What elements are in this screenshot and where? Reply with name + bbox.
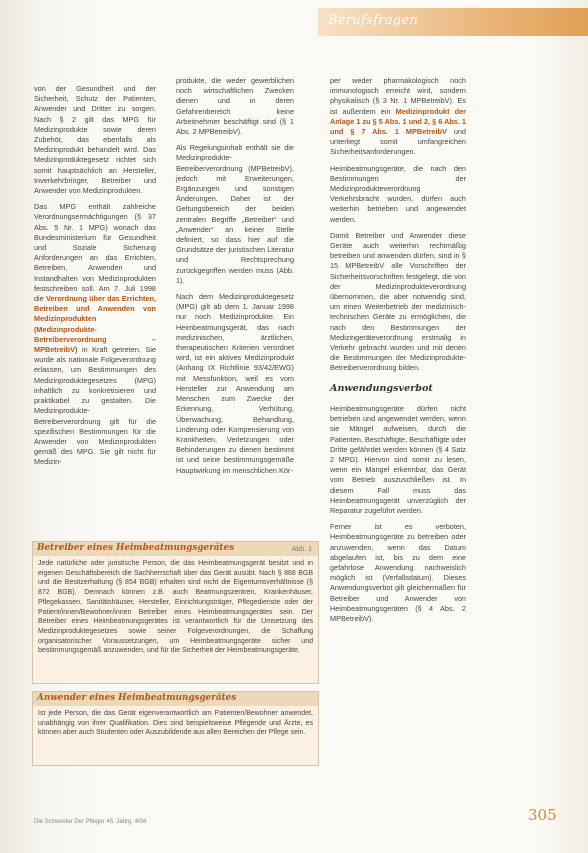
info-box-text: Jede natürliche oder juristische Person, die das Heimbeatmungsgerät besitzt und in eigenen Geschäftsbereich die Sachherrschaft über das Gerät ausübt. Nach § 868 BGB und die Besitzerhaltung (§ 854 BGB) erhalten sind nicht die Eigentumsverhältnisse (§ 872 BGB). Demnach können z.B. auch Beatmungszentren, Krankenhäuser, Pflegekassen, Sanitätshäuser, Hersteller, Einrichtungsträger, Pflegedienste oder der Patient/innen/Bewohner/innen Betreiber eines Heimbeatmungsgerätes sein. Der Betreiber eines Heimbeatmungsgerätes ist verantwortlich für die Umsetzung des Medizinproduktegesetzes sowie seiner Folgeverordnungen, die Schaffung organisatorischer Voraussetzungen, um Heimbeatmungsgeräte sicher und bestimmungsgemäß anzuwenden, und für die Sicherheit der Heimbeatmungsgeräte.: [38, 560, 313, 655]
section-tag: Berufsfragen: [328, 13, 419, 28]
paragraph-text: in Kraft getreten. Sie wurde als nationale Folgeverordnung erlassen, um Bestimmungen des Medizinproduktegesetzes (MPG) inhaltlich zu konkretisieren und praktikabel zu gestalten. Die Medizinprodukte-Betreiberverordnung gilt für die spezifischen Bestimmungen für die Anwender von Medizinprodukten gemäß des MPG. Sie gilt nicht für Medizin-: [34, 345, 156, 467]
highlighted-term: Medizinprodukt der Anlage 1 zu § 5 Abs. 1 und 2, § 6 Abs. 1 und § 7 Abs. 1 MPBetreibV: [330, 106, 466, 137]
info-box-header: [33, 692, 318, 706]
info-box-anwender: [32, 691, 319, 766]
info-box-title: Betreiber eines Heimbeatmungsgerätes: [37, 542, 235, 553]
paragraph: Heimbeatmungsgeräte, die nach den Bestimmungen der Medizinprodukteverordnung Verkehrsbracht wurden, dürfen auch weiterhin betrieben und angewendet werden.: [330, 163, 466, 224]
text-column-2: [176, 76, 294, 482]
paragraph: von der Gesundheit und der Sicherheit, Schutz der Patienten, Anwender und Dritter zu sorgen. Nach § 2 gilt das MPG für Medizinprodukte sowie deren Zubehör, das ebenfalls als Medizinprodukt behandelt wird. Das Medizinproduktegesetz richtet sich somit hauptsächlich an Hersteller, Inverkehrbringer, Betreiber und Anwender von Medizinprodukten.: [34, 84, 156, 196]
paragraph: [330, 76, 466, 158]
info-box-header: [33, 542, 318, 556]
page-number: 305: [528, 806, 557, 824]
paragraph: Heimbeatmungsgeräte dürfen nicht betrieben und angewendet werden, wenn sie Mängel aufweisen, durch die Patienten, Beschäftigte, Beschäftigte oder Dritte gefährdet werden können (§ 4 Satz 2 MPG). Hiervon sind somit zu lesen, wenn ein Mangel erkennbar, das Gerät vom Betrieb auszuschließen ist. In diesem Fall muss das Heimbeatmungsgerät unverzüglich der Reparatur zugeführt werden.: [330, 403, 466, 515]
paragraph-text: und unterliegt somit umfangreichen Sicherheitsanforderungen.: [330, 127, 466, 157]
paragraph: Ferner ist es verboten, Heimbeatmungsgeräte zu betreiben oder anzuwenden, wenn das Datum abgelaufen ist, bis zu dem eine gefahrlose Anwendung nachweislich möglich ist (Verfallsdatum). Dieses Anwendungsverbot gilt gleichermaßen für Betreiber und Anwender von Heimbeatmungsgeräten (§ 4 Abs. 2 MPBetreibV).: [330, 522, 466, 623]
paragraph-text: Das MPG enthält zahlreiche Verordnungsermächtigungen (§ 37 Abs. 5 Nr. 1 MPG) wonach das Bundesministerium für Gesundheit und Soziale Sicherung Anforderungen an das Errichten, Betreiben, Anwenden und Instandhalten von Medizinprodukten festschreiben soll. Am 7. Juli 1998 die: [34, 202, 156, 304]
info-box-text: Ist jede Person, die das Gerät eigenverantwortlich am Patienten/Bewohner anwendet, unabhängig von ihrer Qualifikation. Dies sind beispielsweise Pflegende und Ärzte, es können aber auch Studenten oder Auszubildende aus allen Bereichen der Pflege sein.: [38, 710, 313, 737]
paragraph: Damit Betreiber und Anwender diese Geräte auch weiterhin rechtmäßig betreiben und anwenden dürfen, sind in § 15 MPBetreibV alle Vorschriften der Sicherheitsvorschriften festgelegt, die von der Medizinprodukteverordnung übernommen, die aber notwendig sind, um einen Weiterbetrieb der medizinisch-technischen Geräte zu ermöglichen, die nach den Bestimmungen der Medizingeräteverordnung erstmalig in Verkehr gebracht wurden und mit denen die Bestimmungen der Medizinprodukte-Betreiberverordnung bilden.: [330, 230, 466, 373]
text-column-3: [330, 76, 466, 630]
text-column-1: [34, 84, 156, 474]
info-box-betreiber: [32, 541, 319, 684]
paragraph-text: per weder pharmakologisch noch immunologisch erreicht wird, sondern physikalisch (§ 3 Nr. 1 MPBetreibV). Es ist außerdem ein: [330, 76, 466, 116]
paragraph: produkte, die weder gewerblichen noch wirtschaftlichen Zwecken dienen und in deren Gefahrenbereich keine Arbeitnehmer beschäftigt sind (§ 1 Abs. 2 MPBetreibV).: [176, 76, 294, 137]
paragraph: [34, 202, 156, 467]
paragraph: Als Regelungsinhalt enthält sie die Medizinprodukte-Betreiberverordnung (MPBetreibV), jedoch mit Erweiterungen, Ergänzungen und sonstigen Änderungen. Daher ist der Geltungsbereich der beiden zentralen Begriffe „Betreiber“ und „Anwender“ an keiner Stelle definiert, so dass hier auf die Grundsätze der juristischen Literatur und Rechtsprechung zurückgegriffen werden muss (Abb. 1).: [176, 143, 294, 285]
figure-reference: Abb. 1: [291, 546, 312, 553]
paragraph: Nach dem Medizinproduktegesetz (MPG) gilt ab dem 1. Januar 1998 nur noch Medizinprodukte. Ein Heimbeatmungsgerät, das nach medizinischen, ärztlichen, therapeutischen Kriterien verordnet wird, ist ein aktives Medizinprodukt (Anhang IX Richtlinie 93/42/EWG) mit Messfunktion, weil es vom Hersteller zur Anwendung am Menschen zum Zwecke der Erkennung, Verhütung, Überwachung, Behandlung, Linderung oder Kompensierung von Krankheiten, Verletzungen oder Behinderungen zu dienen bestimmt ist und seine bestimmungsgemäße Hauptwirkung im menschlichen Kör-: [176, 292, 294, 475]
journal-footer: Die Schwester Der Pfleger 45. Jahrg. 4/04: [34, 819, 147, 825]
info-box-title: Anwender eines Heimbeatmungsgerätes: [37, 692, 237, 703]
subheading-anwendungsverbot: Anwendungsverbot: [330, 382, 433, 394]
highlighted-term: Verordnung über das Errichten, Betreiben und Anwenden von Medizinprodukten (Medizinprodukte-Betreiberverordnung – MPBetreibV): [34, 294, 156, 355]
